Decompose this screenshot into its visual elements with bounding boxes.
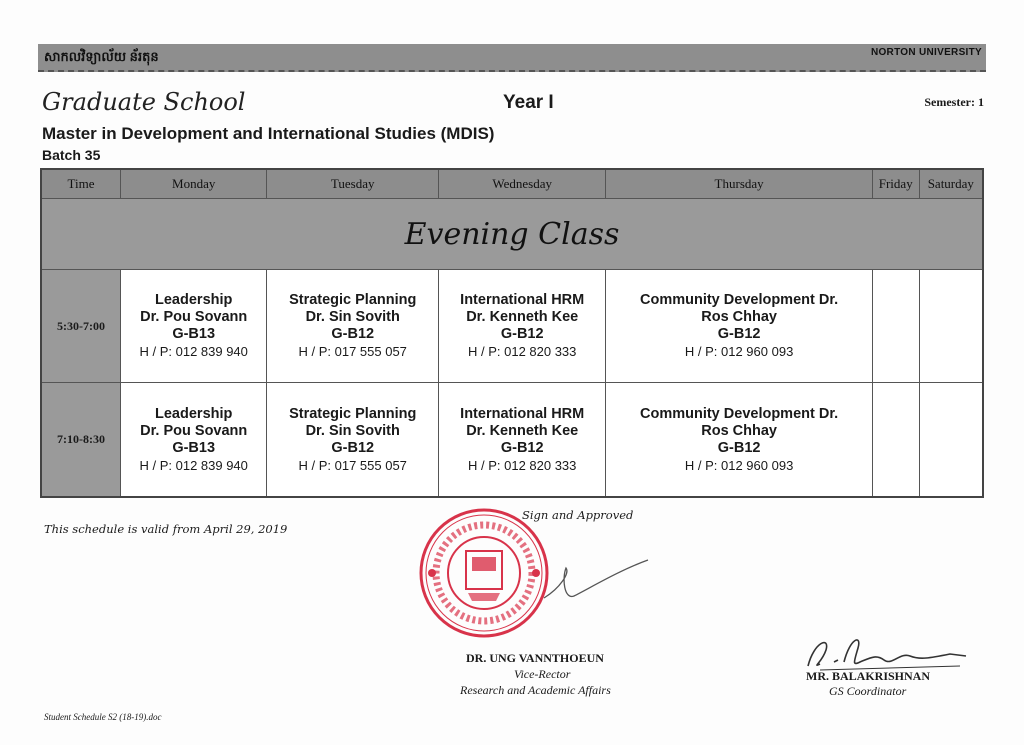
col-time: Time: [41, 169, 121, 199]
class-cell-wednesday: [439, 270, 606, 383]
col-tuesday: Tuesday: [267, 169, 439, 199]
course-title: Leadership: [155, 405, 233, 422]
class-cell-saturday: [919, 270, 983, 383]
vice-rector-name: DR. UNG VANNTHOEUN: [466, 651, 604, 665]
vice-rector-signature: [540, 558, 652, 608]
year-label: Year I: [503, 92, 554, 113]
col-wednesday: Wednesday: [439, 169, 606, 199]
course-title: Leadership: [155, 292, 233, 309]
lecturer-name: Dr. Sin Sovith: [305, 309, 400, 326]
university-name: NORTON UNIVERSITY: [870, 47, 982, 58]
course-title: Strategic Planning: [289, 405, 417, 422]
course-title: Community Development Dr.: [640, 405, 839, 422]
phone-number: H / P: 012 820 333: [467, 344, 577, 360]
vice-rector-title: Vice-Rector: [514, 667, 571, 681]
coordinator-title: GS Coordinator: [829, 684, 907, 698]
room-code: G-B12: [331, 439, 375, 456]
schedule-table: [40, 168, 984, 498]
class-cell-tuesday: [267, 270, 439, 383]
signed-approved-label: Sign and Approved: [522, 508, 634, 522]
course-title: Community Development Dr.: [640, 292, 839, 309]
phone-number: H / P: 012 960 093: [684, 344, 794, 360]
semester-label: Semester: 1: [924, 95, 984, 109]
class-cell-tuesday: [267, 383, 439, 497]
class-cell-friday: [872, 383, 919, 497]
room-code: G-B12: [717, 439, 761, 456]
header-row: [41, 169, 983, 199]
evening-banner: [41, 199, 983, 270]
coordinator-name: MR. BALAKRISHNAN: [806, 669, 931, 683]
class-cell-thursday: [606, 270, 873, 383]
lecturer-name: Dr. Kenneth Kee: [466, 422, 579, 439]
col-monday: Monday: [121, 169, 267, 199]
lecturer-name: Dr. Kenneth Kee: [466, 309, 579, 326]
col-saturday: Saturday: [919, 169, 983, 199]
khmer-university-name: សាកលវិទ្យាល័យ ន័រតុន: [44, 49, 159, 64]
lecturer-name: Ros Chhay: [701, 309, 777, 326]
course-title: International HRM: [460, 405, 585, 422]
room-code: G-B12: [500, 439, 544, 456]
vice-rector-department: Research and Academic Affairs: [460, 683, 611, 697]
program-title: Master in Development and International Studies (MDIS): [42, 124, 495, 143]
phone-number: H / P: 012 839 940: [139, 457, 248, 473]
phone-number: H / P: 012 820 333: [467, 457, 577, 473]
phone-number: H / P: 017 555 057: [298, 457, 407, 473]
validity-note: This schedule is valid from April 29, 2019: [44, 522, 288, 536]
room-code: G-B12: [717, 326, 761, 343]
course-title: International HRM: [460, 292, 585, 309]
lecturer-name: Dr. Pou Sovann: [140, 422, 248, 439]
class-cell-monday: [121, 270, 267, 383]
school-title: Graduate School: [42, 88, 246, 116]
lecturer-name: Ros Chhay: [701, 422, 777, 439]
class-cell-wednesday: [439, 383, 606, 497]
col-thursday: Thursday: [606, 169, 873, 199]
phone-number: H / P: 012 839 940: [139, 344, 248, 360]
time-slot: 7:10-8:30: [41, 383, 121, 497]
lecturer-name: Dr. Sin Sovith: [305, 422, 400, 439]
room-code: G-B12: [500, 326, 544, 343]
col-friday: Friday: [872, 169, 919, 199]
phone-number: H / P: 017 555 057: [298, 344, 407, 360]
time-slot: 5:30-7:00: [41, 270, 121, 383]
class-cell-saturday: [919, 383, 983, 497]
batch-label: Batch 35: [42, 147, 101, 163]
evening-class-label: Evening Class: [404, 216, 620, 252]
class-cell-friday: [872, 270, 919, 383]
table-row: [41, 383, 983, 497]
phone-number: H / P: 012 960 093: [684, 457, 794, 473]
class-cell-thursday: [606, 383, 873, 497]
evening-banner-row: [41, 199, 983, 270]
course-title: Strategic Planning: [289, 292, 417, 309]
room-code: G-B13: [172, 439, 216, 456]
lecturer-name: Dr. Pou Sovann: [140, 309, 248, 326]
room-code: G-B12: [331, 326, 375, 343]
document-filename: Student Schedule S2 (18-19).doc: [44, 712, 162, 722]
university-seal: [418, 507, 550, 639]
table-row: [41, 270, 983, 383]
room-code: G-B13: [172, 326, 216, 343]
header-banner: [38, 44, 986, 72]
class-cell-monday: [121, 383, 267, 497]
